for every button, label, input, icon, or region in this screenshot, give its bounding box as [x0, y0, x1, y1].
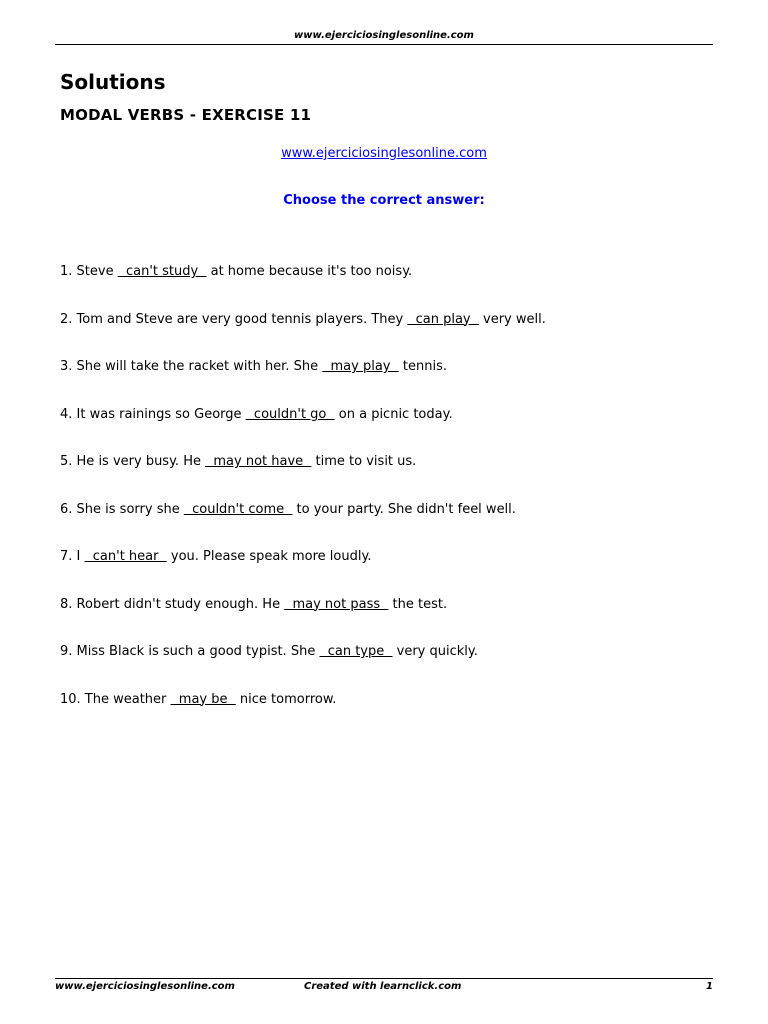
question-text: on a picnic today.: [334, 406, 453, 422]
answer-blank: can't hear: [84, 549, 167, 564]
question-text: very well.: [478, 311, 546, 327]
question-text: the test.: [388, 596, 448, 612]
question-text: time to visit us.: [311, 454, 417, 469]
question-text: you. Please speak more loudly.: [166, 549, 372, 564]
question-text: 4. It was rainings so George: [60, 406, 246, 422]
answer-blank: may be: [170, 691, 236, 707]
question-7: [60, 549, 720, 597]
question-text: tennis.: [398, 359, 447, 374]
question-text: 9. Miss Black is such a good typist. She: [60, 644, 320, 659]
question-5: [60, 454, 720, 502]
header-url: www.ejerciciosinglesonline.com: [294, 30, 474, 41]
question-text: nice tomorrow.: [235, 691, 337, 707]
page-number: 1: [706, 981, 713, 992]
question-4: [60, 407, 720, 455]
question-text: 7. I: [60, 549, 85, 564]
question-6: [60, 502, 720, 550]
question-text: to your party. She didn't feel well.: [292, 501, 516, 517]
question-text: 10. The weather: [60, 691, 171, 707]
question-text: 8. Robert didn't study enough. He: [60, 596, 285, 612]
question-1: [60, 264, 720, 312]
question-text: 5. He is very busy. He: [60, 454, 206, 469]
question-text: 6. She is sorry she: [60, 501, 184, 517]
footer-credit: Created with learnclick.com: [304, 981, 462, 992]
page-title: Solutions: [60, 70, 166, 94]
exercise-subtitle: MODAL VERBS - EXERCISE 11: [60, 106, 312, 124]
question-2: [60, 312, 720, 360]
question-text: 2. Tom and Steve are very good tennis players. They: [60, 311, 408, 327]
answer-blank: can't study: [117, 264, 207, 279]
question-text: 3. She will take the racket with her. She: [60, 359, 323, 374]
answer-blank: may play: [322, 359, 399, 374]
answer-blank: can type: [319, 644, 393, 659]
questions-list: [60, 264, 720, 739]
footer-divider: [55, 978, 713, 979]
question-10: [60, 692, 720, 740]
site-link[interactable]: www.ejerciciosinglesonline.com: [281, 146, 487, 161]
question-text: 1. Steve: [60, 264, 118, 279]
answer-blank: can play: [407, 311, 479, 327]
question-text: at home because it's too noisy.: [206, 264, 413, 279]
answer-blank: couldn't go: [245, 406, 335, 422]
question-9: [60, 644, 720, 692]
question-3: [60, 359, 720, 407]
question-text: very quickly.: [392, 644, 478, 659]
instruction-text: Choose the correct answer:: [283, 193, 485, 208]
question-8: [60, 597, 720, 645]
footer-url: www.ejerciciosinglesonline.com: [55, 981, 235, 992]
answer-blank: may not have: [205, 454, 312, 469]
answer-blank: may not pass: [284, 596, 389, 612]
header-divider: [55, 44, 713, 45]
answer-blank: couldn't come: [183, 501, 293, 517]
